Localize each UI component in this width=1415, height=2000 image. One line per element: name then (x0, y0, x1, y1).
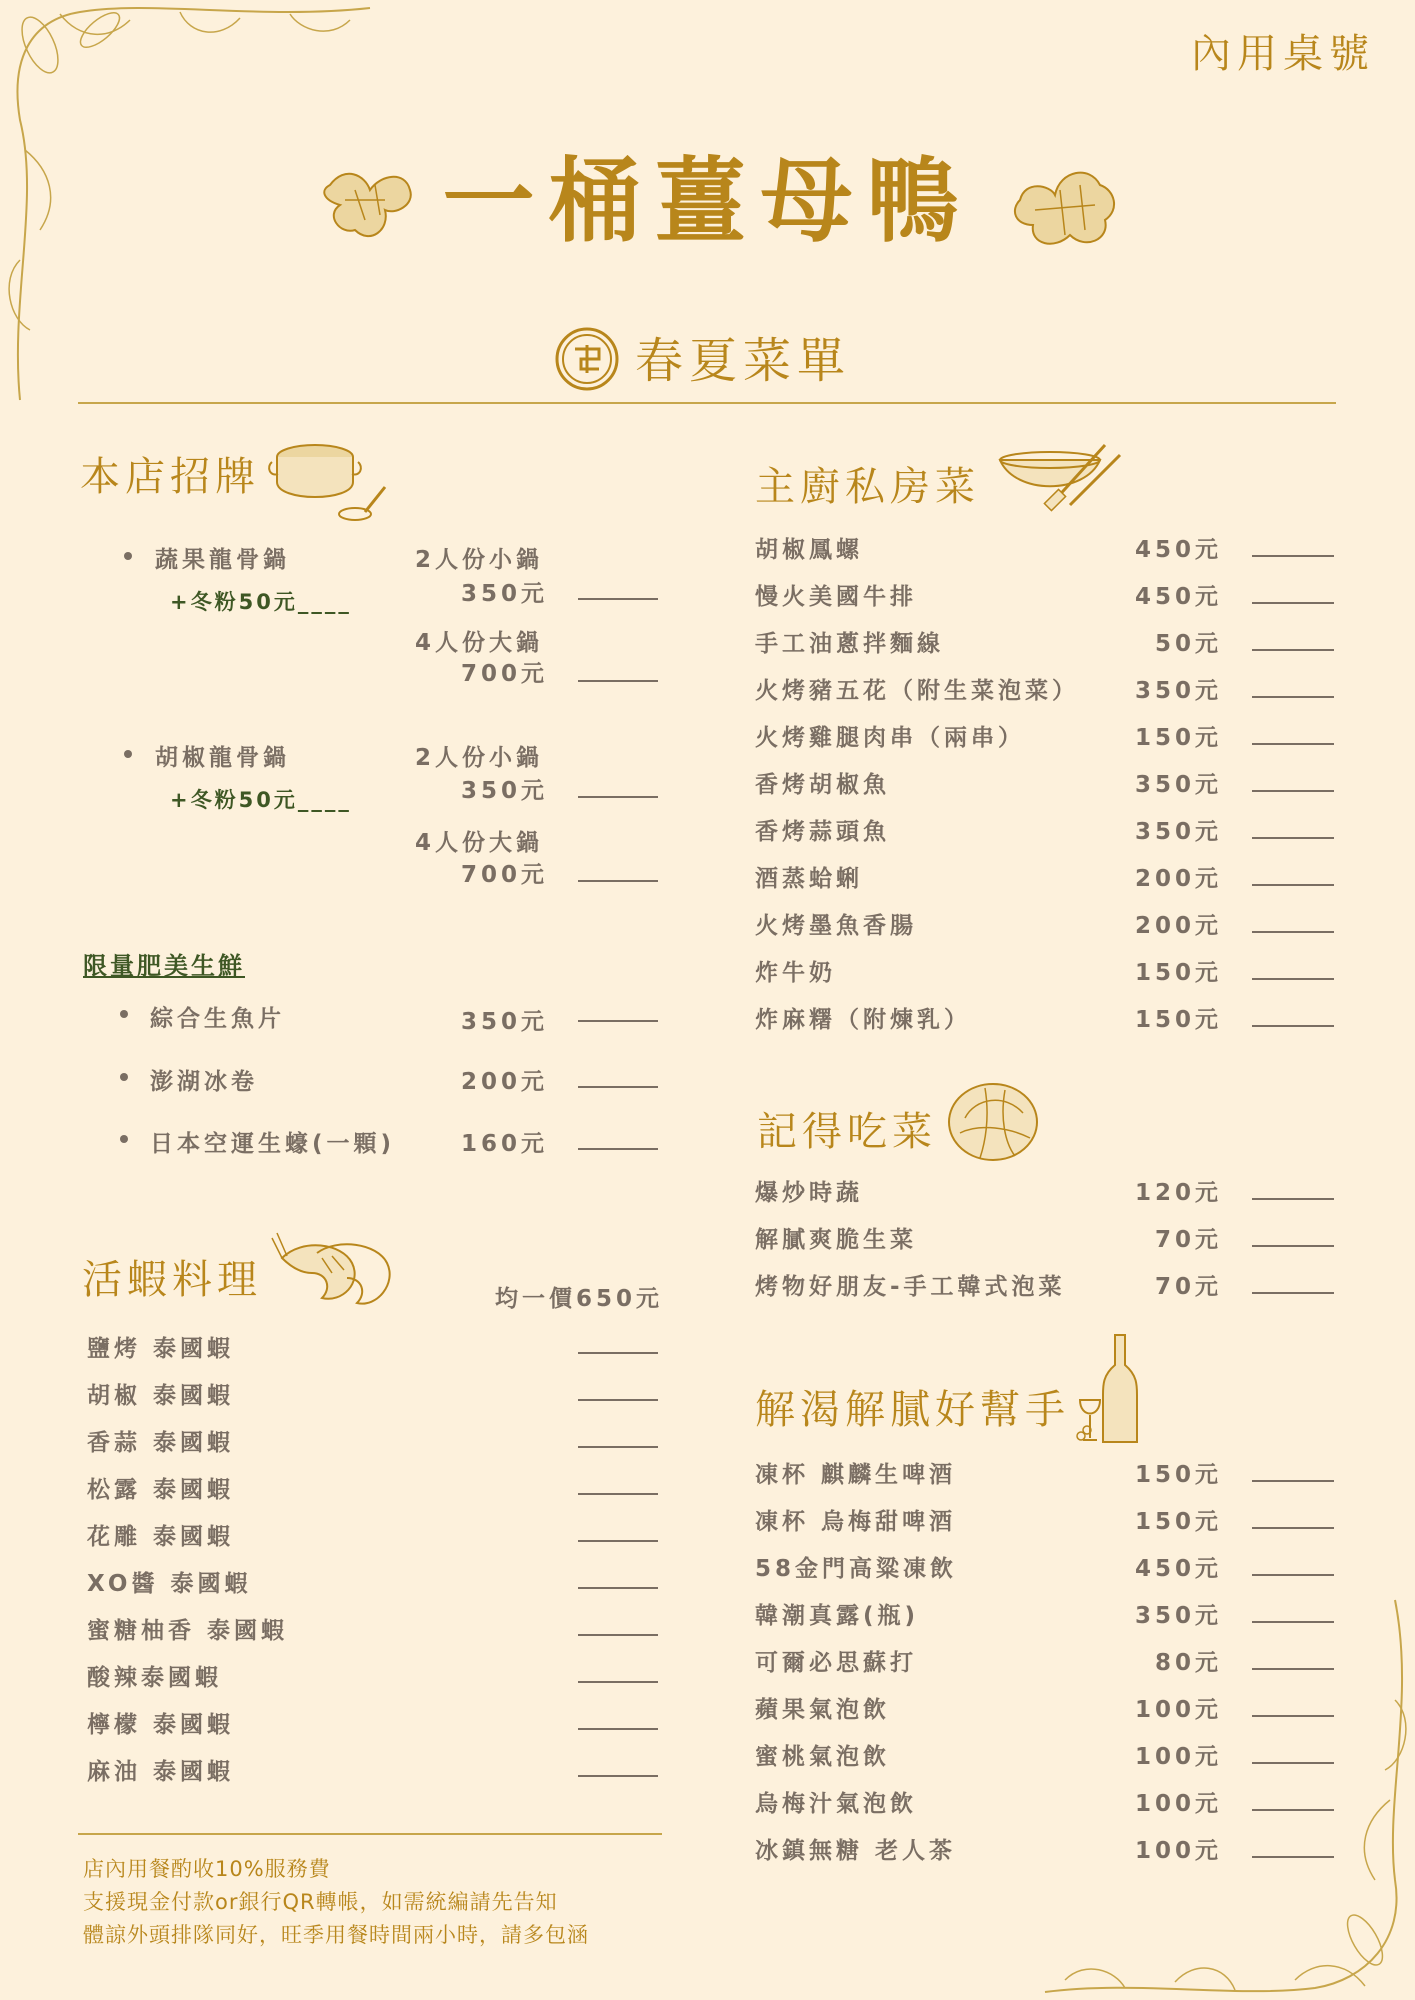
section-title-chef: 主廚私房菜 (755, 464, 980, 510)
quantity-blank[interactable] (1252, 743, 1334, 745)
quantity-blank[interactable] (578, 598, 658, 600)
quantity-blank[interactable] (578, 1399, 658, 1401)
menu-item-price: 450元 (1134, 584, 1222, 610)
menu-item-name: 慢火美國牛排 (755, 584, 917, 610)
quantity-blank[interactable] (1252, 1715, 1334, 1717)
menu-item-price: 70元 (1154, 1274, 1222, 1300)
menu-item-price: 100元 (1134, 1791, 1222, 1817)
menu-item-name: 綜合生魚片 (150, 1006, 285, 1032)
section-title-veg: 記得吃菜 (757, 1109, 937, 1155)
quantity-blank[interactable] (1252, 790, 1334, 792)
menu-item-name: 韓潮真露(瓶) (755, 1603, 920, 1629)
menu-item-price: 450元 (1134, 537, 1222, 563)
quantity-blank[interactable] (1252, 1480, 1334, 1482)
quantity-blank[interactable] (1252, 696, 1334, 698)
quantity-blank[interactable] (1252, 1856, 1334, 1858)
quantity-blank[interactable] (1252, 1292, 1334, 1294)
menu-item-name: 日本空運生蠔(一顆) (150, 1131, 396, 1157)
quantity-blank[interactable] (1252, 1621, 1334, 1623)
menu-item-name: 胡椒龍骨鍋 (155, 745, 290, 771)
quantity-blank[interactable] (578, 880, 658, 882)
menu-item-name: 花雕 泰國蝦 (87, 1524, 235, 1550)
section-title-shrimp: 活蝦料理 (82, 1257, 262, 1303)
quantity-blank[interactable] (578, 1587, 658, 1589)
menu-item-price: 350元 (1134, 1603, 1222, 1629)
quantity-blank[interactable] (578, 1540, 658, 1542)
section-title-drinks: 解渴解膩好幫手 (755, 1387, 1070, 1433)
menu-item-price: 100元 (1134, 1744, 1222, 1770)
menu-item-name: 手工油蔥拌麵線 (755, 631, 944, 657)
menu-item-name: 鹽烤 泰國蝦 (87, 1336, 235, 1362)
menu-subtitle: 春夏菜單 (635, 333, 852, 389)
quantity-blank[interactable] (1252, 555, 1334, 557)
list-bullet (124, 552, 132, 560)
portion-label: 4人份大鍋 (415, 630, 544, 656)
addon-note: +冬粉50元____ (170, 788, 352, 812)
quantity-blank[interactable] (578, 1148, 658, 1150)
quantity-blank[interactable] (1252, 1574, 1334, 1576)
quantity-blank[interactable] (1252, 1198, 1334, 1200)
quantity-blank[interactable] (1252, 1025, 1334, 1027)
wine-bottle-icon (1075, 1330, 1145, 1450)
menu-item-price: 100元 (1134, 1697, 1222, 1723)
menu-item-price: 350元 (1134, 819, 1222, 845)
menu-item-name: 香蒜 泰國蝦 (87, 1430, 235, 1456)
menu-item-name: 火烤墨魚香腸 (755, 913, 917, 939)
list-bullet (120, 1073, 128, 1081)
menu-item-name: 解膩爽脆生菜 (755, 1227, 917, 1253)
menu-item-name: 胡椒 泰國蝦 (87, 1383, 235, 1409)
portion-label: 2人份小鍋 (415, 745, 544, 771)
menu-item-name: 蘋果氣泡飲 (755, 1697, 890, 1723)
restaurant-title: 一桶薑母鴨 (442, 147, 973, 255)
menu-item-price: 150元 (1134, 960, 1222, 986)
subsection-title-fresh: 限量肥美生鮮 (83, 952, 245, 980)
header-divider (78, 402, 1336, 404)
quantity-blank[interactable] (1252, 1245, 1334, 1247)
table-number-label: 內用桌號 (1191, 31, 1375, 77)
menu-item-name: 凍杯 麒麟生啤酒 (755, 1462, 957, 1488)
menu-item-price: 350元 (460, 778, 548, 804)
menu-item-name: 爆炒時蔬 (755, 1180, 863, 1206)
menu-item-price: 150元 (1134, 1509, 1222, 1535)
menu-item-price: 120元 (1134, 1180, 1222, 1206)
menu-item-price: 50元 (1154, 631, 1222, 657)
quantity-blank[interactable] (1252, 931, 1334, 933)
quantity-blank[interactable] (578, 1681, 658, 1683)
menu-item-name: 檸檬 泰國蝦 (87, 1712, 235, 1738)
menu-item-name: 蜜糖柚香 泰國蝦 (87, 1618, 289, 1644)
menu-item-price: 450元 (1134, 1556, 1222, 1582)
menu-item-name: 酸辣泰國蝦 (87, 1665, 222, 1691)
quantity-blank[interactable] (578, 1086, 658, 1088)
quantity-blank[interactable] (1252, 1762, 1334, 1764)
menu-item-name: 烏梅汁氣泡飲 (755, 1791, 917, 1817)
menu-item-name: 香烤蒜頭魚 (755, 819, 890, 845)
menu-item-price: 100元 (1134, 1838, 1222, 1864)
addon-note: +冬粉50元____ (170, 590, 352, 614)
menu-item-name: 澎湖冰卷 (150, 1069, 258, 1095)
menu-item-name: 炸牛奶 (755, 960, 836, 986)
footer-note: 店內用餐酌收10%服務費 (83, 1857, 331, 1881)
quantity-blank[interactable] (578, 1020, 658, 1022)
quantity-blank[interactable] (1252, 1809, 1334, 1811)
footer-note: 體諒外頭排隊同好，旺季用餐時間兩小時，請多包涵 (83, 1923, 589, 1947)
menu-item-price: 150元 (1134, 1007, 1222, 1033)
menu-item-name: 冰鎮無糖 老人茶 (755, 1838, 957, 1864)
quantity-blank[interactable] (1252, 1527, 1334, 1529)
menu-item-name: 58金門高粱凍飲 (755, 1556, 958, 1582)
seal-icon (555, 327, 619, 391)
quantity-blank[interactable] (1252, 837, 1334, 839)
menu-item-name: 火烤雞腿肉串（兩串） (755, 725, 1025, 751)
menu-item-name: XO醬 泰國蝦 (87, 1571, 252, 1597)
quantity-blank[interactable] (1252, 978, 1334, 980)
menu-item-price: 350元 (1134, 678, 1222, 704)
list-bullet (120, 1010, 128, 1018)
menu-item-name: 麻油 泰國蝦 (87, 1759, 235, 1785)
menu-item-price: 200元 (460, 1069, 548, 1095)
menu-item-price: 80元 (1154, 1650, 1222, 1676)
portion-label: 4人份大鍋 (415, 830, 544, 856)
menu-item-price: 350元 (460, 581, 548, 607)
quantity-blank[interactable] (578, 1728, 658, 1730)
menu-item-price: 200元 (1134, 913, 1222, 939)
quantity-blank[interactable] (1252, 1668, 1334, 1670)
menu-item-name: 香烤胡椒魚 (755, 772, 890, 798)
menu-item-name: 可爾必思蘇打 (755, 1650, 917, 1676)
menu-item-name: 蔬果龍骨鍋 (155, 547, 290, 573)
menu-item-price: 350元 (460, 1009, 548, 1035)
menu-item-price: 700元 (460, 661, 548, 687)
section-title-signature: 本店招牌 (80, 454, 260, 500)
footer-divider (78, 1833, 662, 1835)
shrimp-icon (272, 1228, 402, 1318)
menu-item-price: 200元 (1134, 866, 1222, 892)
quantity-blank[interactable] (1252, 884, 1334, 886)
menu-item-price: 700元 (460, 862, 548, 888)
list-bullet (120, 1135, 128, 1143)
quantity-blank[interactable] (1252, 602, 1334, 604)
quantity-blank[interactable] (578, 1446, 658, 1448)
menu-item-name: 松露 泰國蝦 (87, 1477, 235, 1503)
footer-note: 支援現金付款or銀行QR轉帳，如需統編請先告知 (83, 1890, 558, 1914)
quantity-blank[interactable] (578, 796, 658, 798)
menu-item-price: 160元 (460, 1131, 548, 1157)
menu-item-price: 150元 (1134, 725, 1222, 751)
wok-icon (995, 440, 1135, 515)
uniform-price-note: 均一價650元 (495, 1286, 664, 1312)
quantity-blank[interactable] (578, 1775, 658, 1777)
menu-item-name: 火烤豬五花（附生菜泡菜） (755, 678, 1079, 704)
quantity-blank[interactable] (578, 680, 658, 682)
menu-item-name: 烤物好朋友-手工韓式泡菜 (755, 1274, 1066, 1300)
menu-item-name: 凍杯 烏梅甜啤酒 (755, 1509, 957, 1535)
menu-item-name: 蜜桃氣泡飲 (755, 1744, 890, 1770)
quantity-blank[interactable] (1252, 649, 1334, 651)
menu-item-name: 胡椒鳳螺 (755, 537, 863, 563)
menu-item-name: 炸麻糬（附煉乳） (755, 1007, 971, 1033)
quantity-blank[interactable] (578, 1352, 658, 1354)
quantity-blank[interactable] (578, 1493, 658, 1495)
menu-item-name: 酒蒸蛤蜊 (755, 866, 863, 892)
menu-item-price: 150元 (1134, 1462, 1222, 1488)
menu-item-price: 70元 (1154, 1227, 1222, 1253)
menu-item-price: 350元 (1134, 772, 1222, 798)
soup-pot-icon (270, 432, 390, 527)
list-bullet (124, 750, 132, 758)
portion-label: 2人份小鍋 (415, 547, 544, 573)
quantity-blank[interactable] (578, 1634, 658, 1636)
cabbage-icon (945, 1078, 1045, 1166)
